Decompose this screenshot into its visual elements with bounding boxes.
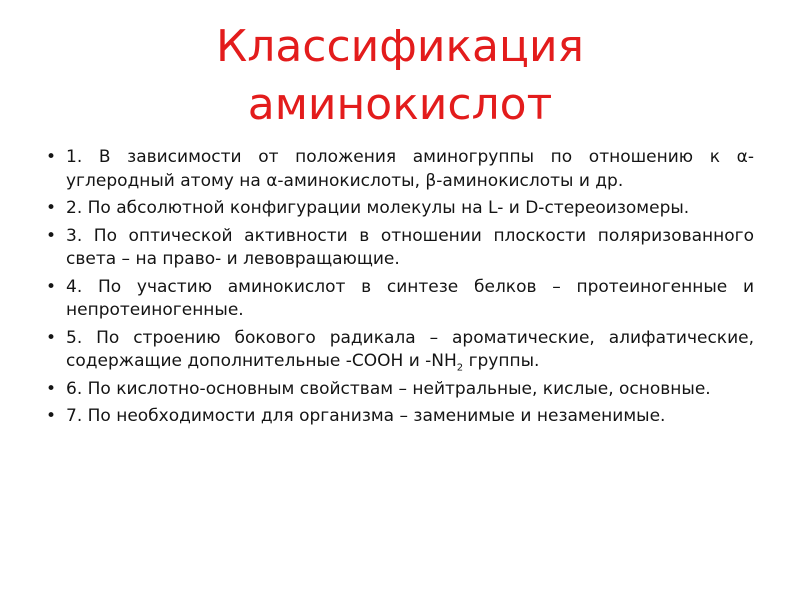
bullet-text-1: 1. В зависимости от положения аминогруппы по отношению к α-углеродный атому на α-аминокислоты, β-аминокислоты и др. xyxy=(66,147,754,191)
bullet-item-7 xyxy=(46,405,754,429)
bullet-item-1 xyxy=(46,146,754,193)
bullet-item-5 xyxy=(46,327,754,374)
bullet-text-5-main: 5. По строению бокового радикала – ароматические, алифатические, содержащие дополнительные -COOH и -NH xyxy=(66,327,754,371)
bullet-text-5-tail: группы. xyxy=(463,351,540,371)
bullet-text-2: 2. По абсолютной конфигурации молекулы на L- и D-стереоизомеры. xyxy=(66,198,690,218)
bullet-item-2 xyxy=(46,197,754,221)
bullet-text-7: 7. По необходимости для организма – заменимые и незаменимые. xyxy=(66,406,666,426)
bullet-item-4 xyxy=(46,276,754,323)
bullet-text-3: 3. По оптической активности в отношении плоскости поляризованного света – на право- и левовращающие. xyxy=(66,225,754,269)
bullet-icon: • xyxy=(46,327,57,348)
bullet-icon: • xyxy=(46,147,57,167)
bullet-text-4: 4. По участию аминокислот в синтезе белков – протеиногенные и непротеиногенные. xyxy=(66,276,754,320)
bullet-list xyxy=(46,146,754,433)
bullet-text-5 xyxy=(66,328,754,372)
bullet-icon: • xyxy=(46,276,57,297)
bullet-icon: • xyxy=(46,225,57,246)
title-line-2: аминокислот xyxy=(247,79,553,130)
bullet-item-3 xyxy=(46,225,754,272)
bullet-icon: • xyxy=(46,406,57,426)
bullet-icon: • xyxy=(46,378,57,399)
slide-title xyxy=(40,18,760,134)
title-line-1: Классификация xyxy=(215,21,585,72)
bullet-text-6: 6. По кислотно-основным свойствам – нейтральные, кислые, основные. xyxy=(66,378,711,399)
bullet-icon: • xyxy=(46,198,57,218)
nh2-subscript: 2 xyxy=(456,362,464,374)
bullet-item-6 xyxy=(46,378,754,402)
